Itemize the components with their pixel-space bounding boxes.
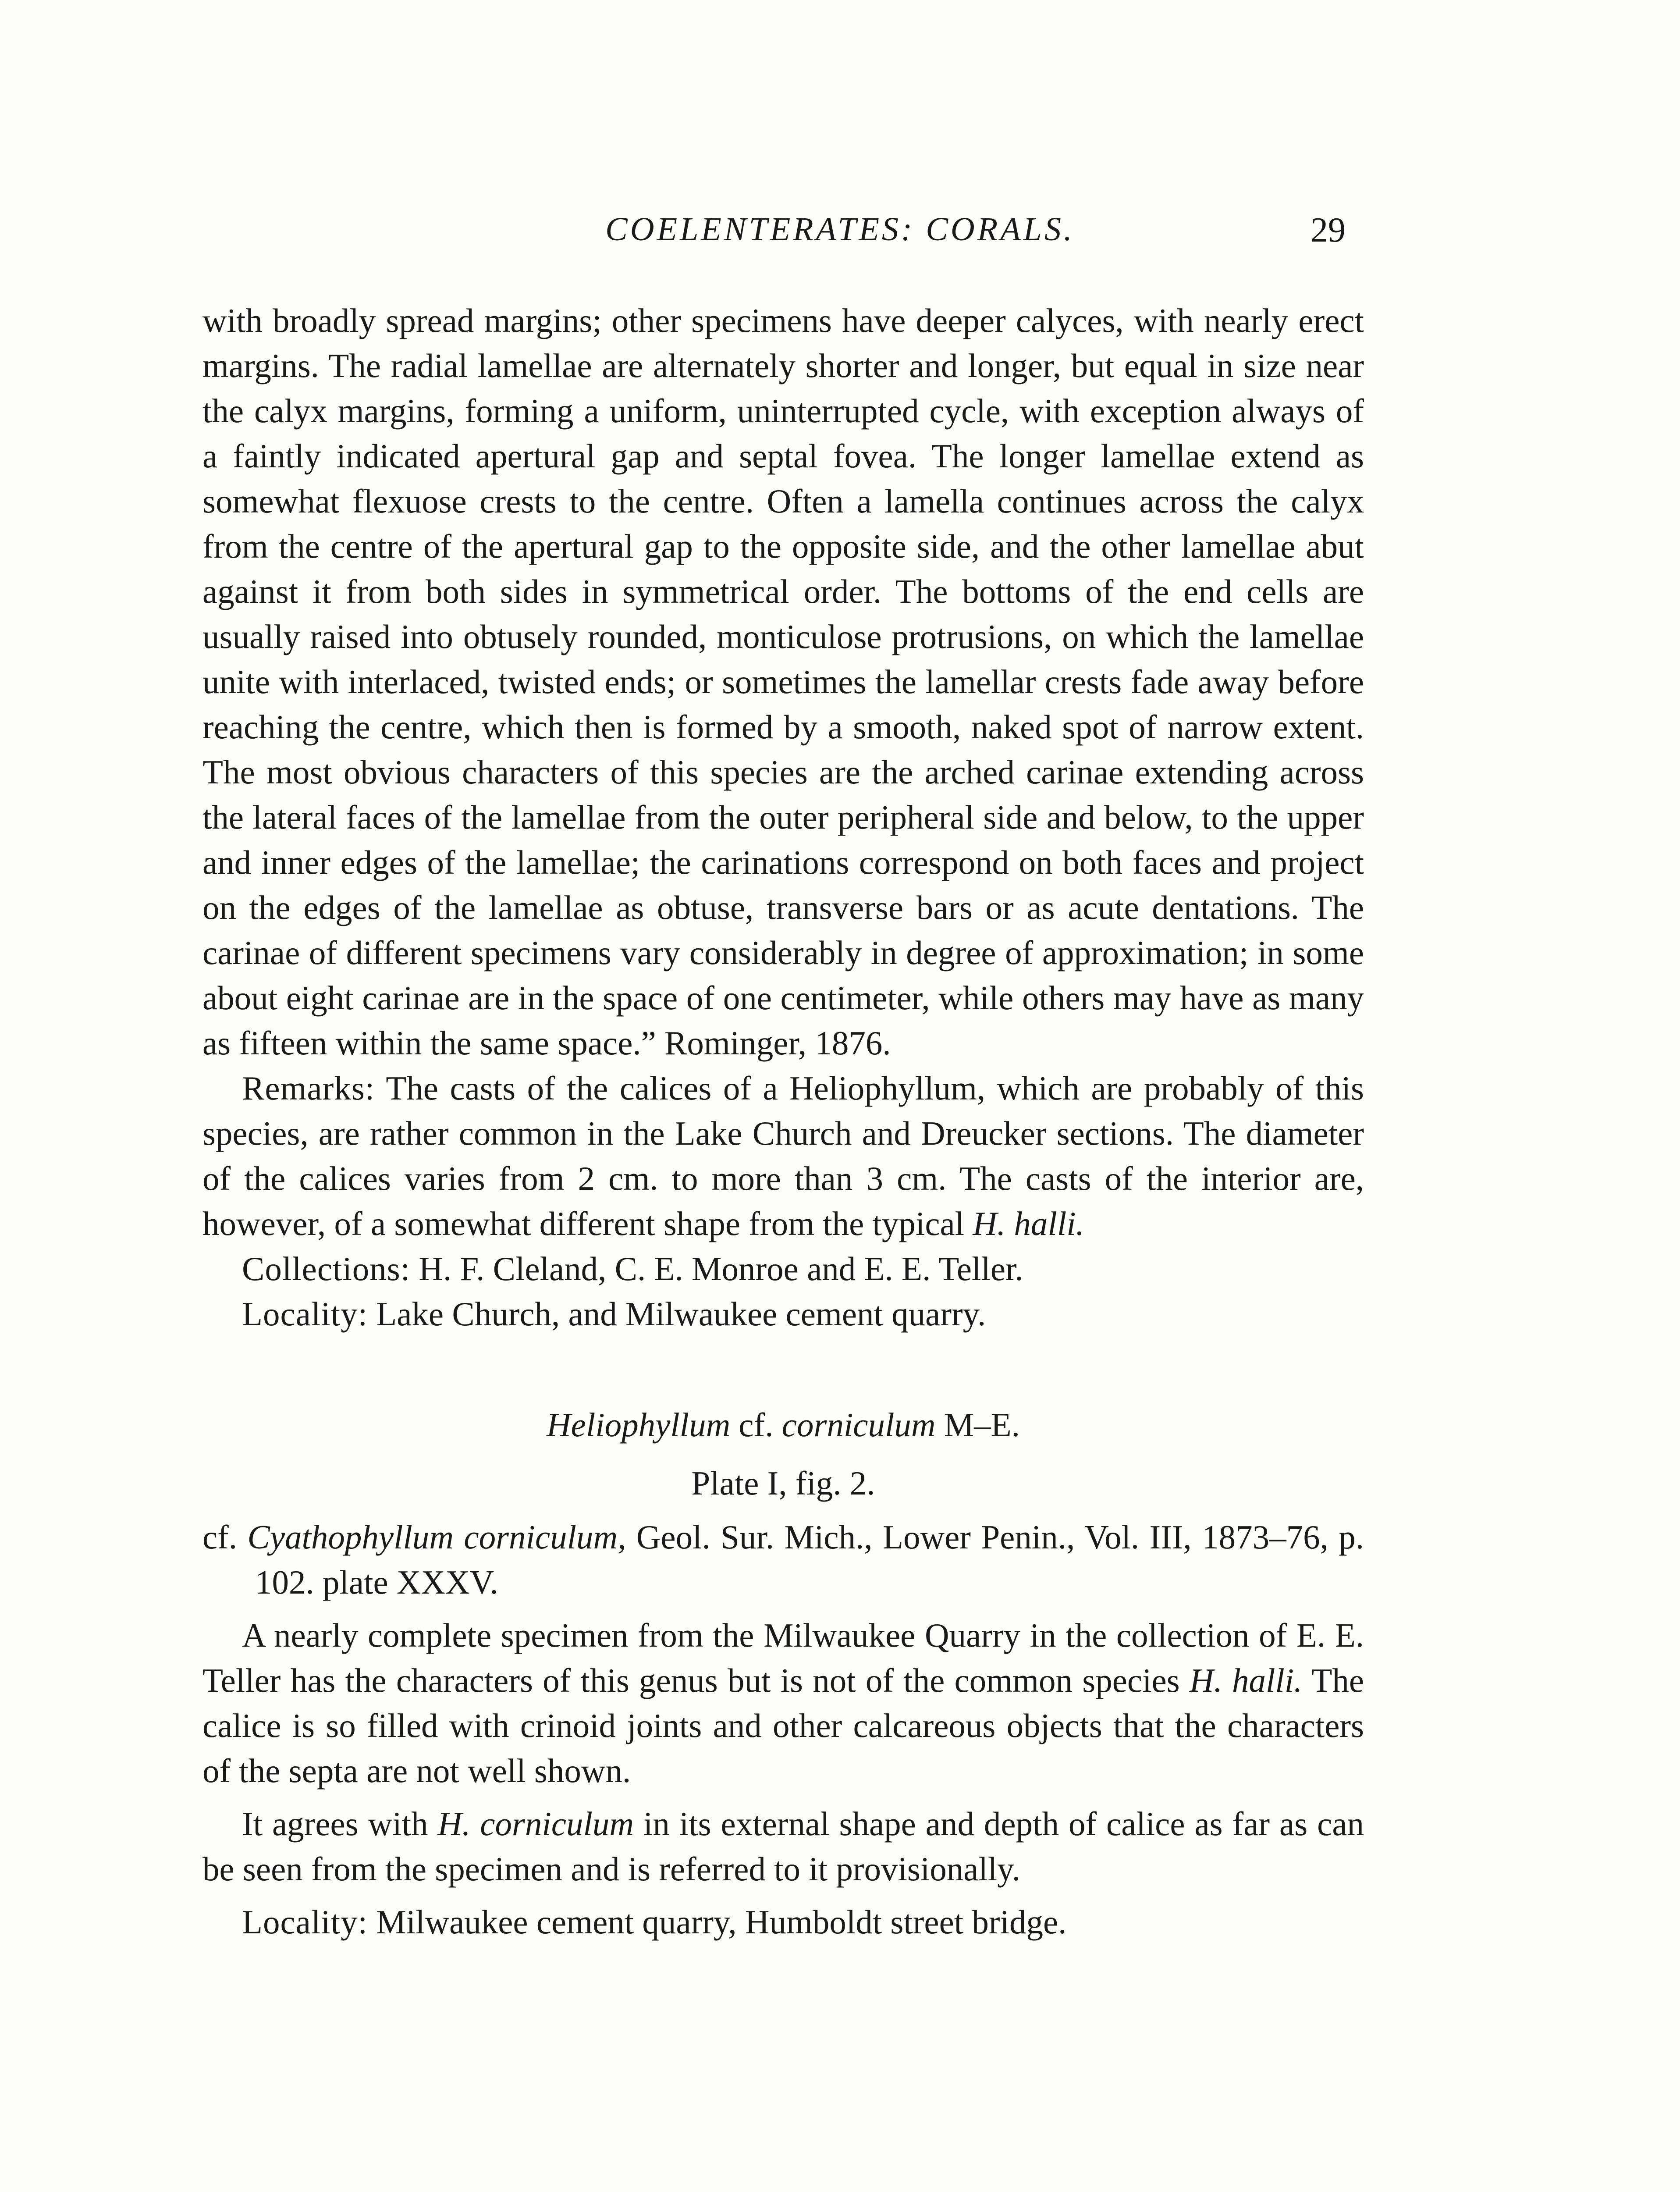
comparison-paragraph — [202, 1801, 1364, 1892]
species-heading — [202, 1402, 1364, 1448]
locality-line-1 — [202, 1292, 1364, 1337]
plate-reference: Plate I, fig. 2. — [691, 1464, 875, 1502]
synonym-cf: cf. — [202, 1518, 238, 1556]
body-text — [202, 298, 1364, 1945]
species-author: M–E. — [944, 1406, 1020, 1444]
collections-label: Collections: — [242, 1250, 411, 1288]
synonym-citation: Geol. Sur. Mich., Lower Penin., Vol. III, 1873–76, p. 102. plate XXXV. — [255, 1518, 1364, 1601]
species-cf: cf. — [739, 1406, 774, 1444]
running-head — [0, 206, 1680, 254]
collections-text: H. F. Cleland, C. E. Monroe and E. E. Teller. — [419, 1250, 1023, 1288]
comparison-text-2: in its external shape and depth of calice as far as can be seen from the specimen and is referred to it provisionally. — [202, 1805, 1364, 1888]
remarks-label: Remarks: — [242, 1069, 375, 1107]
locality-text-1: Lake Church, and Milwaukee cement quarry. — [376, 1295, 986, 1333]
description-paragraph — [202, 1613, 1364, 1793]
remarks-species: H. halli. — [973, 1205, 1084, 1242]
species-genus: Heliophyllum — [547, 1406, 731, 1444]
remarks-text: The casts of the calices of a Heliophyllum, which are probably of this species, are rather common in the Lake Church and Dreucker sections. The diameter of the calices varies from 2 cm. to more than 3 cm. The casts of the interior are, however, of a somewhat different shape from the typical — [202, 1069, 1364, 1242]
running-title: COELENTERATES: CORALS. — [605, 211, 1075, 248]
locality-text-2: Milwaukee cement quarry, Humboldt street bridge. — [376, 1903, 1067, 1941]
remarks-paragraph — [202, 1066, 1364, 1246]
description-species: H. halli. — [1189, 1662, 1303, 1699]
locality-label-2: Locality: — [242, 1903, 368, 1941]
locality-line-2 — [202, 1900, 1364, 1945]
synonymy-entry — [202, 1515, 1364, 1605]
page-number: 29 — [1311, 211, 1346, 249]
comparison-text-1: It agrees with — [242, 1805, 428, 1843]
locality-label-1: Locality: — [242, 1295, 368, 1333]
synonym-name: Cyathophyllum corniculum, — [247, 1518, 626, 1556]
continued-paragraph: with broadly spread margins; other specimens have deeper calyces, with nearly erect margins. The radial lamellae are alternately shorter and longer, but equal in size near the calyx margins, forming a uniform, uninterrupted cycle, with exception always of a faintly indicated apertural gap and septal fovea. The longer lamellae extend as somewhat flexuose crests to the centre. Often a lamella continues across the calyx from the centre of the apertural gap to the opposite side, and the other lamellae abut against it from both sides in symmetrical order. The bottoms of the end cells are usually raised into obtusely rounded, monticulose protrusions, on which the lamellae unite with interlaced, twisted ends; or sometimes the lamellar crests fade away before reaching the centre, which then is formed by a smooth, naked spot of narrow extent. The most obvious characters of this species are the arched carinae extending across the lateral faces of the lamellae from the outer peripheral side and below, to the upper and inner edges of the lamellae; the carinations correspond on both faces and project on the edges of the lamellae as obtuse, transverse bars or as acute dentations. The carinae of different specimens vary considerably in degree of approximation; in some about eight carinae are in the space of one centimeter, while others may have as many as fifteen within the same space.” Rominger, 1876. — [202, 302, 1364, 1062]
collections-line — [202, 1246, 1364, 1292]
species-epithet: corniculum — [781, 1406, 936, 1444]
comparison-species: H. corniculum — [437, 1805, 634, 1843]
description-text-2: The calice is so filled with crinoid joints and other calcareous objects that the characters of the septa are not well shown. — [202, 1662, 1364, 1790]
description-text-1: A nearly complete specimen from the Milwaukee Quarry in the collection of E. E. Teller has the characters of this genus but is not of the common species — [202, 1616, 1364, 1699]
